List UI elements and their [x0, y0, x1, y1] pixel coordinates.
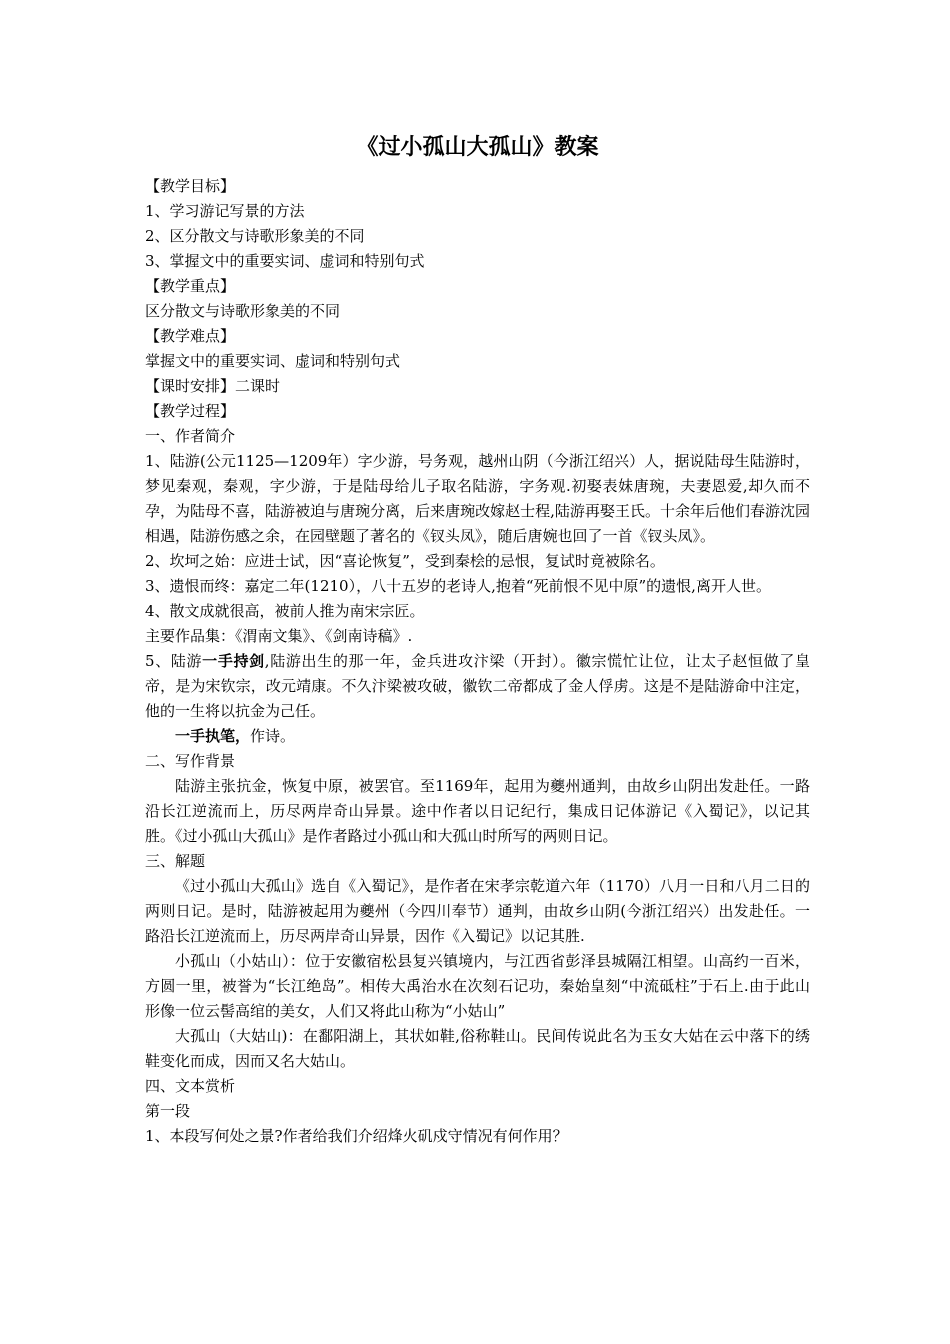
document-page — [145, 128, 810, 1149]
author-paragraph-2: 2、坎坷之始：应进士试，因“喜论恢复”，受到秦桧的忌恨，复试时竟被除名。 — [145, 552, 665, 570]
process-heading: 【教学过程】 — [145, 402, 236, 420]
para5-prefix: 5、陆游 — [145, 652, 203, 670]
goal-item-3: 3、掌握文中的重要实词、虚词和特别句式 — [145, 252, 425, 270]
author-paragraph-3: 3、遗恨而终：嘉定二年(1210），八十五岁的老诗人,抱着“死前恨不见中原”的遗恨,离开人世。 — [145, 577, 771, 595]
author-paragraph-4: 4、散文成就很高，被前人推为南宋宗匠。 — [145, 602, 425, 620]
xiaogushan-paragraph: 小孤山（小姑山）：位于安徽宿松县复兴镇境内，与江西省彭泽县城隔江相望。山高约一百米，方圆一里，被誉为“长江绝岛”。相传大禹治水在次刻石记功，秦始皇刻“中流砥柱”于石上.由于此山形像一位云髻高绾的美女，人们又将此山称为“小姑山” — [145, 952, 810, 1020]
author-paragraph-5 — [145, 649, 810, 724]
paragraph-one-label: 第一段 — [145, 1102, 191, 1120]
para5-body: ,陆游出生的那一年，金兵进攻汴梁（开封）。徽宗慌忙让位，让太子赵恒做了皇帝，是为宋钦宗，改元靖康。不久汴梁被攻破，徽钦二帝都成了金人俘虏。这是不是陆游命中注定，他的一生将以抗金为己任。 — [145, 652, 810, 720]
schedule-line: 【课时安排】二课时 — [145, 377, 281, 395]
question-1: 1、本段写何处之景?作者给我们介绍烽火矶戍守情况有何作用？ — [145, 1127, 568, 1145]
pen-body: 作诗。 — [250, 727, 296, 745]
section-analysis-heading: 四、文本赏析 — [145, 1077, 236, 1095]
dagushan-paragraph: 大孤山（大姑山)：在鄱阳湖上，其状如鞋,俗称鞋山。民间传说此名为玉女大姑在云中落下的绣鞋变化而成，因而又名大姑山。 — [145, 1027, 810, 1070]
title-explanation-paragraph-1: 《过小孤山大孤山》选自《入蜀记》，是作者在宋孝宗乾道六年（1170）八月一日和八月二日的两则日记。是时，陆游被起用为夔州（今四川奉节）通判，由故乡山阴(今浙江绍兴）出发赴任。一路沿长江逆流而上，历尽两岸奇山异景，因作《入蜀记》以记其胜. — [145, 877, 810, 945]
difficulty-heading: 【教学难点】 — [145, 327, 236, 345]
pen-bold-phrase: 一手执笔， — [175, 727, 251, 745]
section-background-heading: 二、写作背景 — [145, 752, 236, 770]
background-paragraph: 陆游主张抗金，恢复中原，被罢官。至1169年，起用为夔州通判，由故乡山阴出发赴任。一路沿长江逆流而上，历尽两岸奇山异景。途中作者以日记纪行，集成日记体游记《入蜀记》，以记其胜。《过小孤山大孤山》是作者路过小孤山和大孤山时所写的两则日记。 — [145, 777, 810, 845]
goal-item-1: 1、学习游记写景的方法 — [145, 202, 305, 220]
key-point-text: 区分散文与诗歌形象美的不同 — [145, 302, 341, 320]
goal-item-2: 2、区分散文与诗歌形象美的不同 — [145, 227, 365, 245]
para5-bold-phrase: 一手持剑 — [202, 652, 265, 670]
major-works-line: 主要作品集：《渭南文集》、《剑南诗稿》. — [145, 627, 413, 645]
difficulty-text: 掌握文中的重要实词、虚词和特别句式 — [145, 352, 401, 370]
author-paragraph-1: 1、陆游(公元1125—1209年）字少游，号务观，越州山阴（今浙江绍兴）人，据说陆母生陆游时，梦见秦观，秦观，字少游，于是陆母给儿子取名陆游，字务观.初娶表妹唐琬，夫妻恩爱,却久而不孕，为陆母不喜，陆游被迫与唐琬分离，后来唐琬改嫁赵士程,陆游再娶王氏。十余年后他们春游沈园相遇，陆游伤感之余，在园壁题了著名的《钗头凤》，随后唐婉也回了一首《钗头凤》。 — [145, 452, 810, 545]
teaching-goals-heading: 【教学目标】 — [145, 177, 236, 195]
section-author-heading: 一、作者简介 — [145, 427, 236, 445]
pen-paragraph — [145, 724, 810, 749]
key-point-heading: 【教学重点】 — [145, 277, 236, 295]
document-title: 《过小孤山大孤山》教案 — [356, 135, 599, 160]
section-title-explanation-heading: 三、解题 — [145, 852, 206, 870]
